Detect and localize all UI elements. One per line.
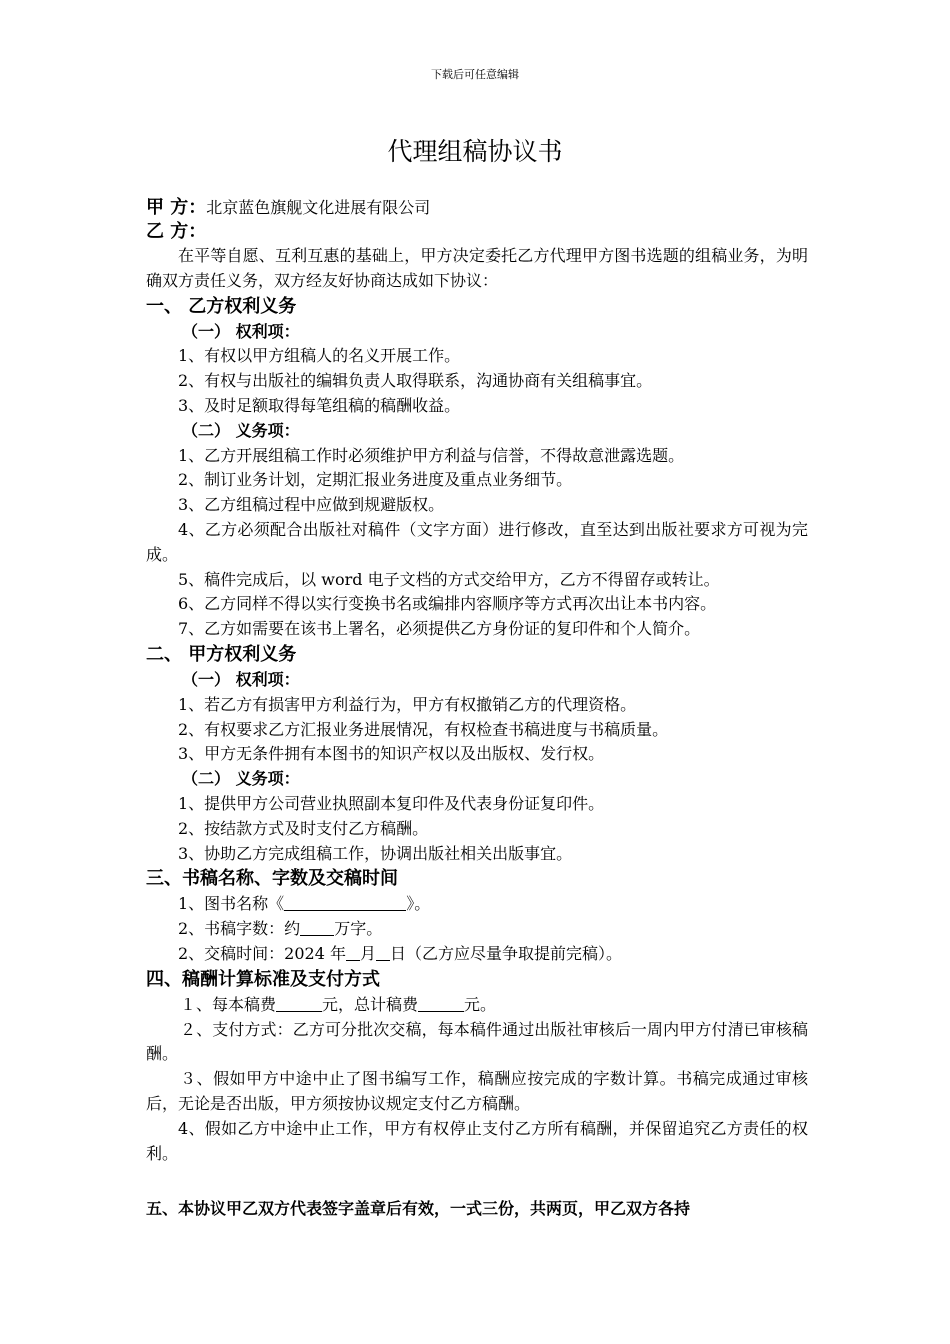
page-header: 下载后可任意编辑: [431, 68, 519, 81]
party-a-value: 北京蓝色旗舰文化进展有限公司: [206, 198, 431, 217]
book-title-blank[interactable]: [284, 893, 406, 911]
list-item: 2、制订业务计划，定期汇报业务进度及重点业务细节。: [178, 470, 573, 490]
payment-method-paragraph: ２、支付方式：乙方可分批次交稿，每本稿件通过出版社审核后一周内甲方付清已审核稿酬。: [146, 1019, 808, 1064]
party-a-label: 甲 方：: [146, 197, 207, 218]
list-item: 3、乙方组稿过程中应做到规避版权。: [178, 495, 445, 515]
total-fee-blank[interactable]: [418, 994, 464, 1012]
fee-per-book-blank[interactable]: [276, 994, 322, 1012]
section-3-heading: 三、书稿名称、字数及交稿时间: [146, 868, 398, 890]
list-item: 1、若乙方有损害甲方利益行为，甲方有权撤销乙方的代理资格。: [178, 694, 637, 714]
s1-duties-heading: （二） 义务项：: [182, 420, 300, 440]
termination-party-a-paragraph: ３、假如甲方中途中止了图书编写工作，稿酬应按完成的字数计算。书稿完成通过审核后，无论是否出版，甲方须按协议规定支付乙方稿酬。: [146, 1069, 808, 1113]
list-item: 2、按结款方式及时支付乙方稿酬。: [178, 818, 429, 838]
document-body: [146, 196, 808, 1222]
fee-line: １、每本稿费 元，总计稿费 元。: [180, 994, 497, 1014]
delivery-date-line: 2、交稿时间：2024 年 月 日（乙方应尽量争取提前完稿）。: [178, 943, 623, 963]
list-item: 7、乙方如需要在该书上署名，必须提供乙方身份证的复印件和个人简介。: [178, 619, 701, 639]
section-4-heading: 四、稿酬计算标准及支付方式: [146, 968, 380, 990]
list-item: 1、有权以甲方组稿人的名义开展工作。: [178, 346, 461, 366]
section-5-heading: 五、本协议甲乙双方代表签字盖章后有效，一式三份，共两页，甲乙双方各持: [146, 1199, 691, 1219]
section-1-heading: 一、 乙方权利义务: [146, 295, 297, 317]
list-item: 1、提供甲方公司营业执照副本复印件及代表身份证复印件。: [178, 793, 605, 813]
list-item: 3、及时足额取得每笔组稿的稿酬收益。: [178, 395, 461, 415]
termination-party-b-paragraph: 4、假如乙方中途中止工作，甲方有权停止支付乙方所有稿酬，并保留追究乙方责任的权利。: [146, 1118, 808, 1163]
book-title-line: 1、图书名称《 》。: [178, 894, 431, 914]
s2-duties-heading: （二） 义务项：: [182, 769, 300, 789]
list-item: 5、稿件完成后，以 word 电子文档的方式交给甲方，乙方不得留存或转让。: [178, 569, 720, 589]
s1-rights-heading: （一） 权利项：: [182, 321, 300, 341]
section-2-heading: 二、 甲方权利义务: [146, 643, 297, 665]
list-item: 6、乙方同样不得以实行变换书名或编排内容顺序等方式再次出让本书内容。: [178, 594, 717, 614]
s2-rights-heading: （一） 权利项：: [182, 669, 300, 689]
party-b-label: 乙 方：: [146, 221, 207, 242]
list-item: 2、有权要求乙方汇报业务进展情况，有权检查书稿进度与书稿质量。: [178, 719, 669, 739]
word-count-line: 2、书稿字数：约 万字。: [178, 919, 383, 939]
month-blank[interactable]: [346, 943, 360, 961]
list-item: 3、协助乙方完成组稿工作，协调出版社相关出版事宜。: [178, 843, 573, 863]
intro-paragraph: 在平等自愿、互利互惠的基础上，甲方决定委托乙方代理甲方图书选题的组稿业务，为明确双方责任义务，双方经友好协商达成如下协议：: [146, 246, 808, 290]
document-title: 代理组稿协议书: [387, 137, 563, 166]
list-item: 3、甲方无条件拥有本图书的知识产权以及出版权、发行权。: [178, 744, 605, 764]
day-blank[interactable]: [376, 943, 390, 961]
list-item: 1、乙方开展组稿工作时必须维护甲方利益与信誉，不得故意泄露选题。: [178, 445, 685, 465]
party-a: [146, 196, 808, 220]
party-b: [146, 220, 808, 244]
list-item: 2、有权与出版社的编辑负责人取得联系，沟通协商有关组稿事宜。: [178, 371, 653, 391]
word-count-blank[interactable]: [300, 918, 334, 936]
list-item: 4、乙方必须配合出版社对稿件（文字方面）进行修改，直至达到出版社要求方可视为完成。: [146, 519, 808, 564]
